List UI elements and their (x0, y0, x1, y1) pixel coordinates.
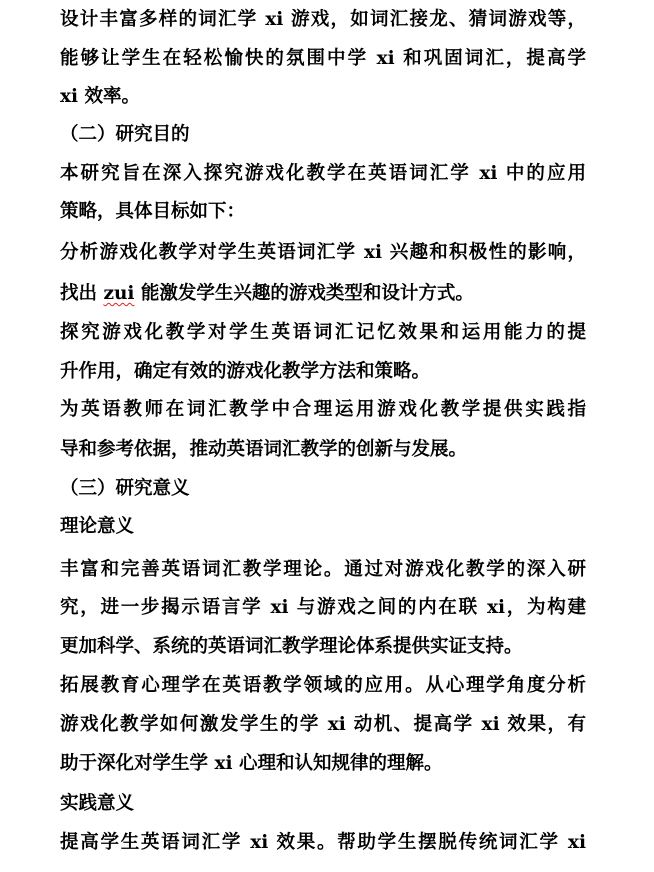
paragraph-line: 分析游戏化教学对学生英语词汇学 xi 兴趣和积极性的影响， (60, 242, 586, 263)
paragraph-line: 升作用，确定有效的游戏化教学方法和策略。 (60, 361, 431, 382)
subheading: 理论意义 (60, 516, 135, 537)
paragraph-line (60, 280, 474, 308)
paragraph-line: 丰富和完善英语词汇教学理论。通过对游戏化教学的深入研 (60, 559, 586, 580)
paragraph-line: 探究游戏化教学对学生英语词汇记忆效果和运用能力的提 (60, 322, 586, 343)
paragraph-line: 策略，具体目标如下： (60, 201, 246, 222)
paragraph-line: 本研究旨在深入探究游戏化教学在英语词汇学 xi 中的应用 (60, 163, 586, 184)
section-heading: （三）研究意义 (60, 478, 190, 499)
text-run: 找出 (60, 283, 104, 304)
paragraph-line: 更加科学、系统的英语词汇教学理论体系提供实证支持。 (60, 636, 523, 657)
text-run: 能激发学生兴趣的游戏类型和设计方式。 (134, 283, 474, 304)
paragraph-line: 设计丰富多样的词汇学 xi 游戏，如词汇接龙、猜词游戏等， (60, 9, 586, 30)
paragraph-line: 导和参考依据，推动英语词汇教学的创新与发展。 (60, 439, 468, 460)
paragraph-line: 拓展教育心理学在英语教学领域的应用。从心理学角度分析 (60, 675, 586, 696)
subheading: 实践意义 (60, 793, 135, 814)
paragraph-line: 助于深化对学生学 xi 心理和认知规律的理解。 (60, 753, 443, 774)
paragraph-line: 提高学生英语词汇学 xi 效果。帮助学生摆脱传统词汇学 xi (60, 832, 586, 853)
paragraph-line: 为英语教师在词汇教学中合理运用游戏化教学提供实践指 (60, 399, 586, 420)
paragraph-line: 能够让学生在轻松愉快的氛围中学 xi 和巩固词汇，提高学 (60, 48, 586, 69)
paragraph-line: xi 效率。 (60, 86, 140, 107)
spellcheck-flagged-word: zui (103, 283, 135, 304)
paragraph-line: 究，进一步揭示语言学 xi 与游戏之间的内在联 xi，为构建 (60, 597, 586, 618)
paragraph-line: 游戏化教学如何激发学生的学 xi 动机、提高学 xi 效果，有 (60, 714, 586, 735)
section-heading: （二）研究目的 (60, 124, 190, 145)
